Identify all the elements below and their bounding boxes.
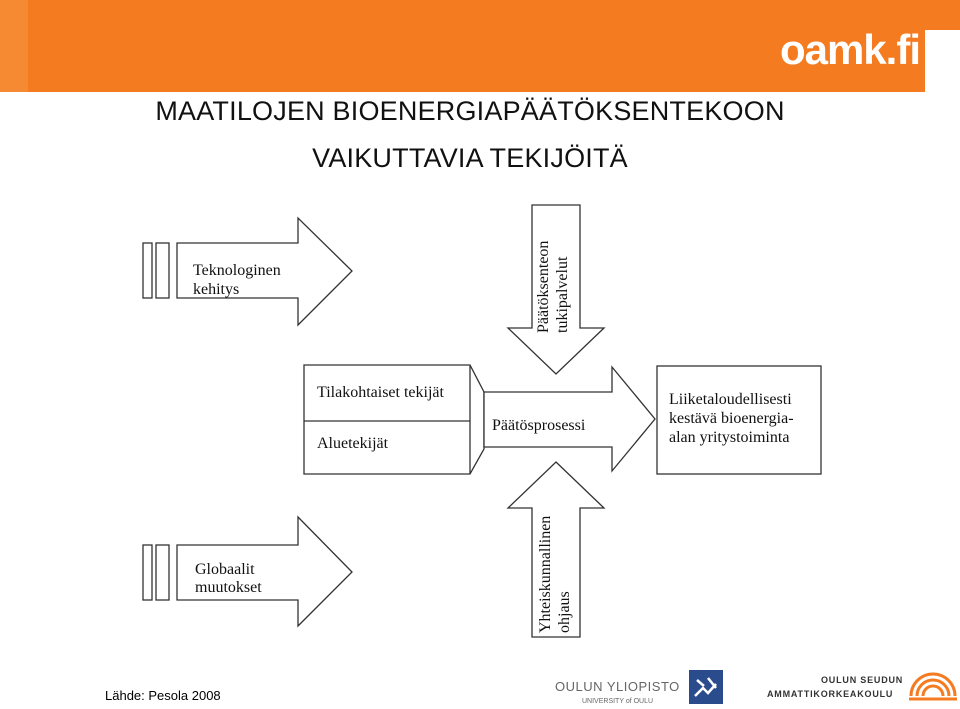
label-steering-1: Yhteiskunnallinen: [537, 515, 554, 633]
global-bar-1: [143, 545, 152, 600]
label-steering-2: ohjaus: [556, 591, 573, 633]
page-title-line2: VAIKUTTAVIA TEKIJÖITÄ: [312, 143, 628, 173]
label-technology-1: Teknologinen: [193, 262, 281, 279]
polytechnic-logo-line1: OULUN SEUDUN: [821, 675, 904, 685]
label-decision-process: Päätösprosessi: [492, 417, 586, 434]
tech-bar-2: [156, 243, 169, 298]
university-logo-subtitle: UNIVERSITY of OULU: [582, 698, 654, 705]
label-technology-2: kehitys: [193, 281, 240, 298]
label-global-1: Globaalit: [195, 561, 255, 578]
label-outcome-2: kestävä bioenergia-: [669, 410, 794, 427]
page-title-line1: MAATILOJEN BIOENERGIAPÄÄTÖKSENTEKOON: [155, 96, 785, 126]
tech-bar-1: [143, 243, 152, 298]
university-logo[interactable]: [555, 670, 723, 705]
polytechnic-sunrise-icon: [909, 674, 957, 699]
university-logo-name: OULUN YLIOPISTO: [555, 679, 680, 694]
label-outcome-1: Liiketaloudellisesti: [669, 391, 792, 408]
university-emblem-icon: [689, 670, 723, 704]
polytechnic-logo-line2: AMMATTIKORKEAKOULU: [767, 689, 894, 699]
label-support-2: tukipalvelut: [554, 256, 571, 333]
brand-logo[interactable]: oamk.fi: [779, 26, 920, 73]
global-bar-2: [156, 545, 169, 600]
polytechnic-logo[interactable]: [767, 674, 957, 699]
source-citation: Lähde: Pesola 2008: [105, 688, 221, 703]
label-farm-factors: Tilakohtaiset tekijät: [317, 384, 444, 401]
factor-box: [304, 365, 484, 474]
label-regional-factors: Aluetekijät: [317, 435, 389, 452]
label-support-1: Päätöksenteon: [535, 240, 552, 333]
label-outcome-3: alan yritystoiminta: [669, 429, 790, 446]
label-global-2: muutokset: [195, 579, 262, 596]
